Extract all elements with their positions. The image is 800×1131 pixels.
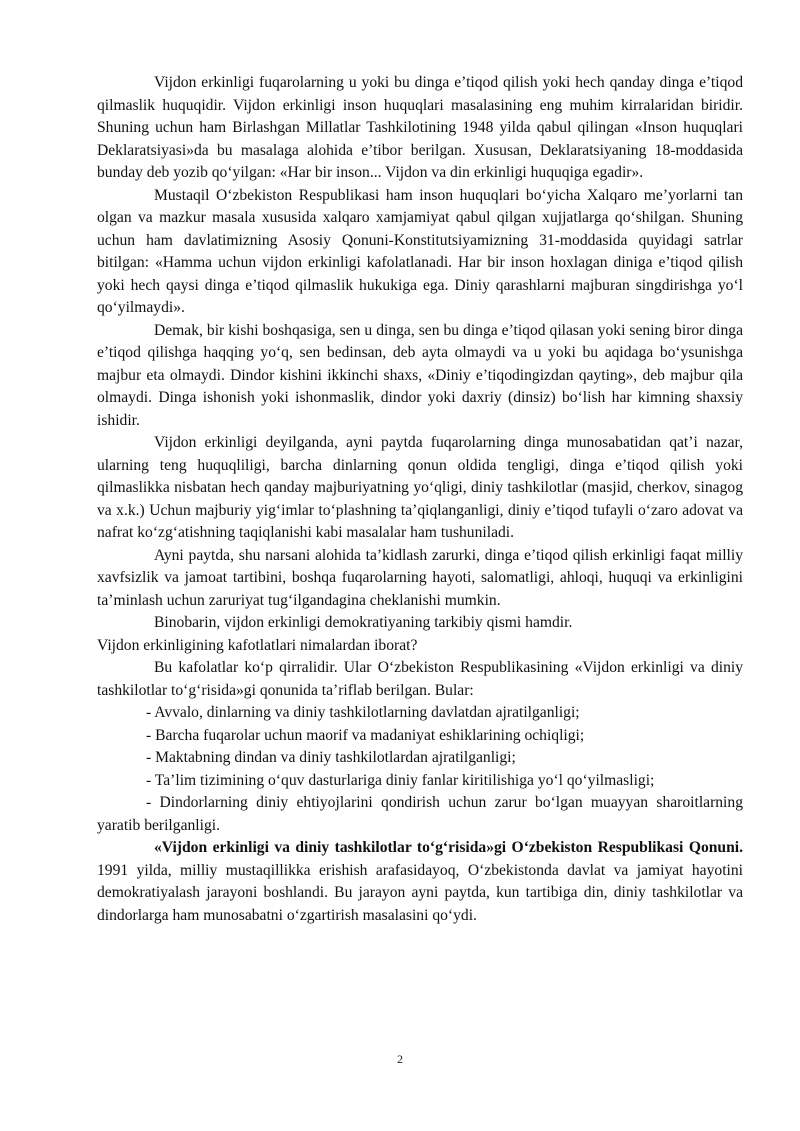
law-text: 1991 yilda, milliy mustaqillikka erishish arafasidayoq, O‘zbekistonda davlat va jamiyat hayotini demokratiyalash jarayoni boshlandi. Bu jarayon ayni paytda, kun tartibiga din, diniy tashkilotlar va dindorlarga ham munosabatni o‘zgartirish masalasini qo‘ydi. <box>97 861 743 924</box>
paragraph-limits: Ayni paytda, shu narsani alohida ta’kidlash zarurki, dinga e’tiqod qilish erkinligi faqat milliy xavfsizlik va jamoat tartibini, boshqa fuqarolarning hayoti, salomatligi, ahloqi, huquqi va erkinligini ta’minlash uchun zaruriyat tug‘ilgandagina cheklanishi mumkin. <box>97 546 743 609</box>
paragraph-consequence: Demak, bir kishi boshqasiga, sen u dinga, sen bu dinga e’tiqod qilasan yoki sening biror dinga e’tiqod qilishga haqqing yo‘q, sen bedinsan, deb ayta olmaydi va u yoki bu aqidaga bo‘ysunishga majbur eta olmaydi. Dindor kishini ikkinchi shaxs, «Diniy e’tiqodingizdan qayting», deb majbur qila olmaydi. Dinga ishonish yoki ishonmaslik, dindor yoki daxriy (dinsiz) bo‘lish har kimning shaxsiy ishidir. <box>97 321 743 429</box>
list-item: - Avvalo, dinlarning va diniy tashkilotlarning davlatdan ajratilganligi; <box>146 704 580 721</box>
paragraph-guarantees-intro: Bu kafolatlar ko‘p qirralidir. Ular O‘zbekiston Respublikasining «Vijdon erkinligi va diniy tashkilotlar to‘g‘risida»gi qonunida ta’riflab berilgan. Bular: <box>97 659 743 699</box>
question-heading: Vijdon erkinligining kafotlatlari nimalardan iborat? <box>97 636 418 654</box>
list-item: - Ta’lim tizimining o‘quv dasturlariga diniy fanlar kiritilishiga yo‘l qo‘yilmasligi; <box>146 771 655 789</box>
page-number: 2 <box>397 1052 403 1066</box>
paragraph-equality: Vijdon erkinligi deyilganda, ayni paytda fuqarolarning dinga munosabatidan qat’i nazar, ularning teng huquqliligi, barcha dinlarning qonun oldida tengligi, dinga e’tiqod qilish yoki qilmaslikka nisbatan hech qanday majburiyatning yo‘qligi, diniy tashkilotlar (masjid, cherkov, sinagog va x.k.) Uchun majburiy yig‘imlar to‘plashning ta’qiqlanganligi, diniy e’tiqod tufayli o‘zaro adovat va nafrat ko‘zg‘atishning taqiqlanishi kabi masalalar ham tushuniladi. <box>97 434 743 541</box>
paragraph-constitution: Mustaqil O‘zbekiston Respublikasi ham inson huquqlari bo‘yicha Xalqaro me’yorlarni tan olgan va mazkur masala xususida xalqaro xamjamiyat qabul qilgan xujjatlarga qo‘shilgan. Shuning uchun ham davlatimizning Asosiy Qonuni-Konstitutsiyamizning 31-moddasida quyidagi satrlar bitilgan: «Hamma uchun vijdon erkinligi kafolatlanadi. Har bir inson hoxlagan diniga e’tiqod qilish yoki hech qaysi dinga e’tiqod qilmaslik hukukiga ega. Diniy qarashlarni majburan singdirishga yo‘l qo‘yilmaydi». <box>97 186 743 316</box>
list-item: - Maktabning dindan va diniy tashkilotlardan ajratilganligi; <box>146 749 516 766</box>
list-item: - Dindorlarning diniy ehtiyojlarini qondirish uchun zarur bo‘lgan muayyan sharoitlarning yaratib berilganligi. <box>97 794 743 834</box>
document-page <box>97 72 743 927</box>
paragraph-freedom-definition: Vijdon erkinligi fuqarolarning u yoki bu dinga e’tiqod qilish yoki hech qanday dinga e’tiqod qilmaslik huquqidir. Vijdon erkinligi inson huquqlari masalasining eng muhim kirralaridan biridir. Shuning uchun ham Birlashgan Millatlar Tashkilotining 1948 yilda qabul qilingan «Inson huquqlari Deklaratsiyasi»da bu masalaga alohida e’tibor berilgan. Xususan, Deklaratsiyaning 18-moddasida bunday deb yozib qo‘yilgan: «Har bir inson... Vijdon va din erkinligi huquqiga egadir». <box>97 74 743 181</box>
law-title: «Vijdon erkinligi va diniy tashkilotlar to‘g‘risida»gi O‘zbekiston Respublikasi Qonuni. <box>154 839 743 856</box>
paragraph-law <box>97 837 743 927</box>
paragraph-democracy: Binobarin, vijdon erkinligi demokratiyaning tarkibiy qismi hamdir. <box>154 614 573 631</box>
list-item: - Barcha fuqarolar uchun maorif va madaniyat eshiklarining ochiqligi; <box>146 726 585 744</box>
